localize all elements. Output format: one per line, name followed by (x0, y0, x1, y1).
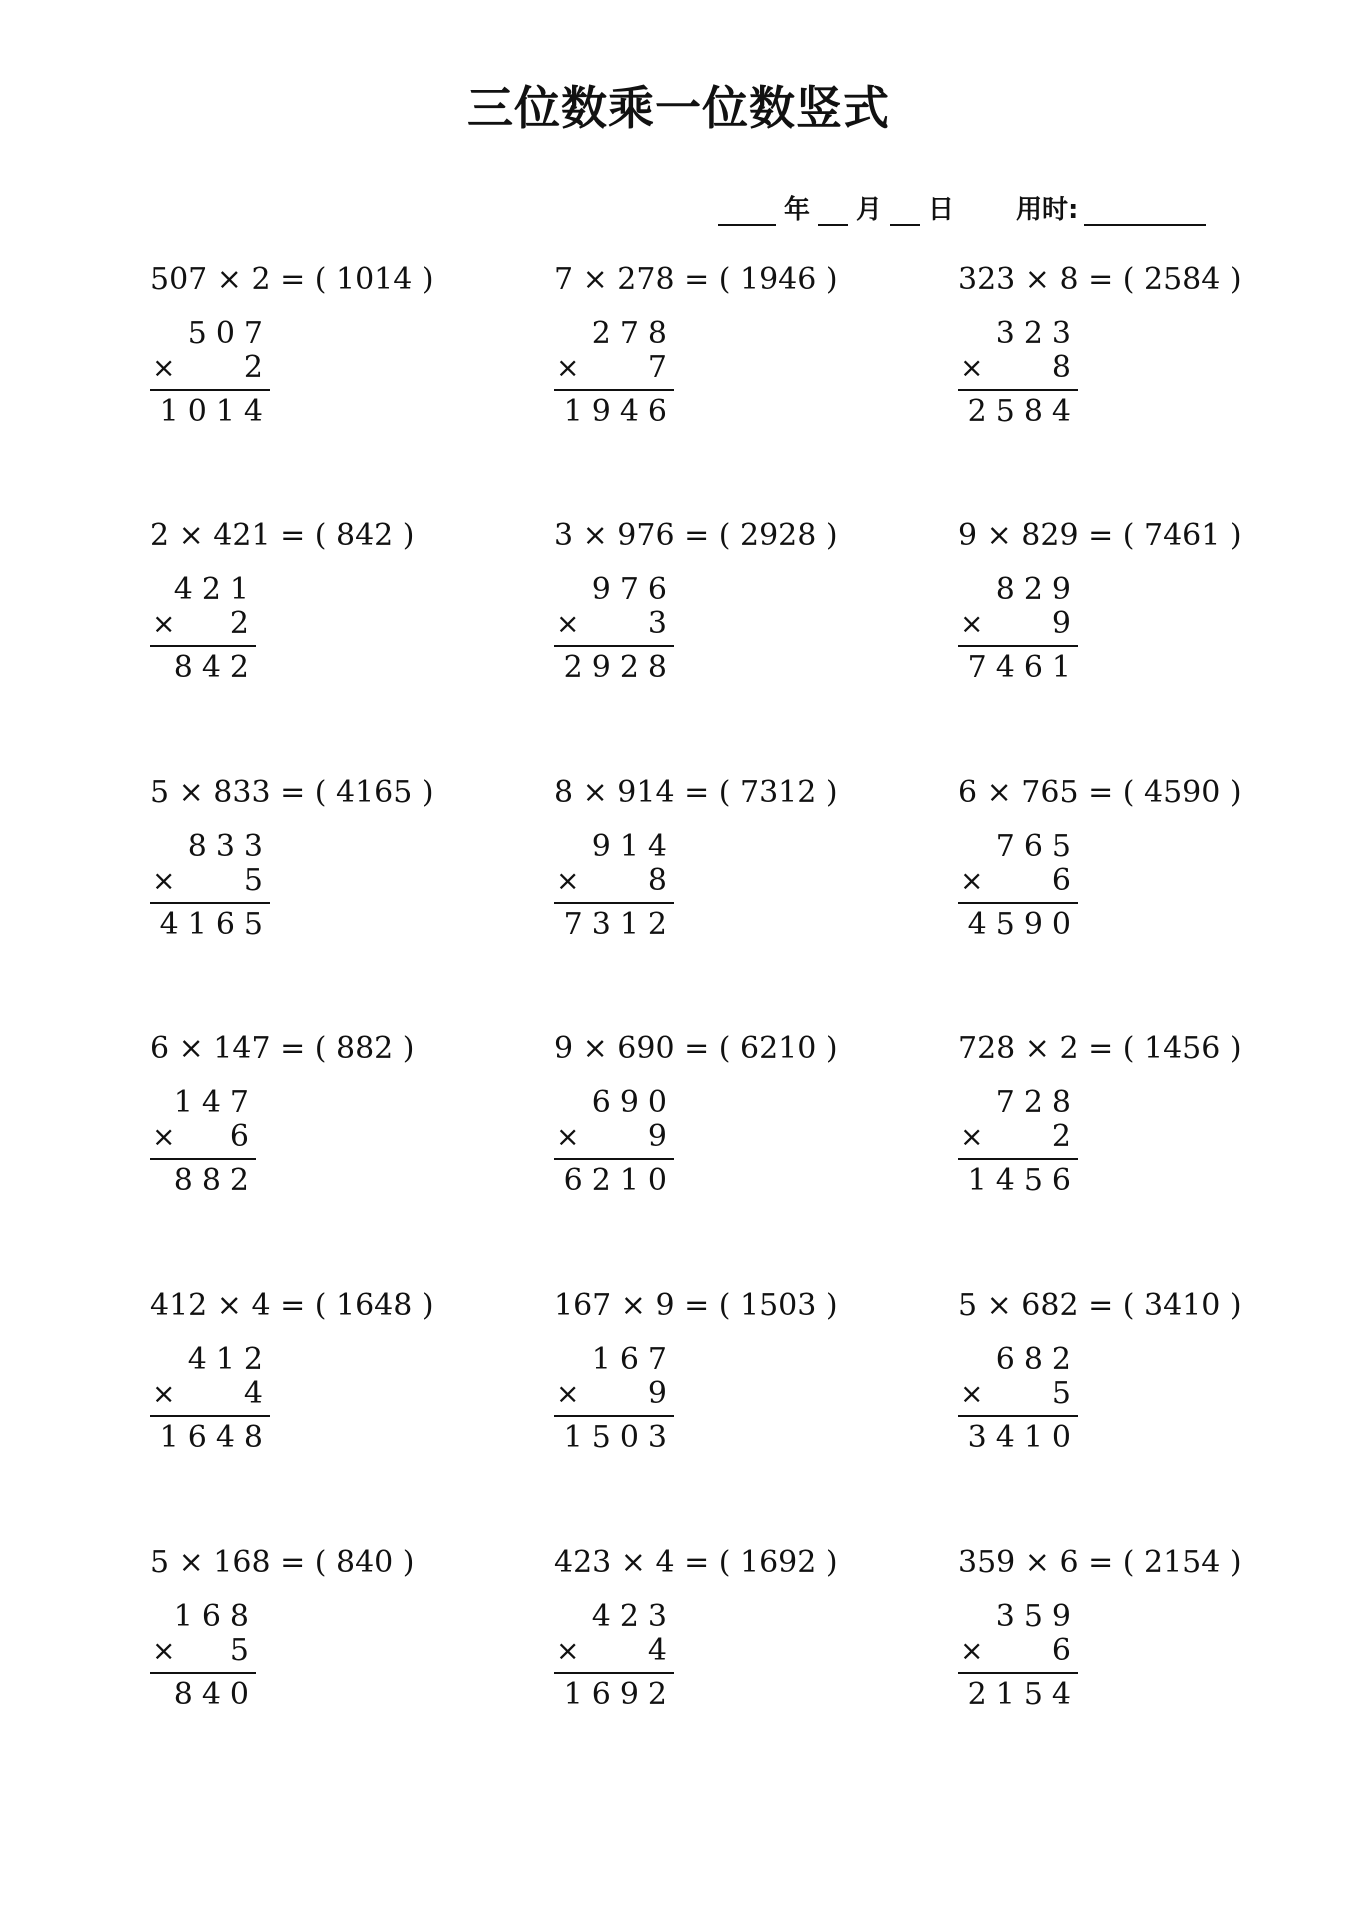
times-icon: × (960, 1634, 984, 1667)
multiplicand: 829 (995, 572, 1080, 607)
problem-equation: 5 × 833 = ( 4165 ) (150, 775, 434, 810)
problem-item (554, 775, 894, 965)
problem-equation: 728 × 2 = ( 1456 ) (958, 1031, 1242, 1066)
product: 882 (173, 1163, 258, 1198)
multiplier: 7 (647, 350, 676, 385)
multiplier: 9 (647, 1376, 676, 1411)
sum-line (958, 645, 1078, 647)
times-icon: × (556, 864, 580, 897)
multiplicand: 323 (995, 316, 1080, 351)
times-icon: × (152, 864, 176, 897)
product: 7461 (967, 650, 1080, 685)
problem-equation: 2 × 421 = ( 842 ) (150, 518, 415, 553)
problem-equation: 6 × 147 = ( 882 ) (150, 1031, 415, 1066)
problem-equation: 3 × 976 = ( 2928 ) (554, 518, 838, 553)
times-icon: × (152, 1377, 176, 1410)
date-time-line (718, 186, 1238, 226)
product: 4165 (159, 907, 272, 942)
product: 1503 (563, 1420, 676, 1455)
problem-equation: 6 × 765 = ( 4590 ) (958, 775, 1242, 810)
multiplier: 5 (229, 1633, 258, 1668)
time-label: 用时: (1016, 195, 1079, 225)
sum-line (150, 1672, 256, 1674)
multiplicand: 421 (173, 572, 258, 607)
multiplier: 9 (647, 1119, 676, 1154)
problem-equation: 5 × 168 = ( 840 ) (150, 1545, 415, 1580)
month-label: 月 (856, 195, 883, 225)
multiplicand: 976 (591, 572, 676, 607)
multiplier: 2 (229, 606, 258, 641)
problem-equation: 7 × 278 = ( 1946 ) (554, 262, 838, 297)
problem-item (150, 1288, 490, 1478)
problem-item (554, 1031, 894, 1221)
sum-line (958, 1158, 1078, 1160)
sum-line (150, 389, 270, 391)
problem-equation: 359 × 6 = ( 2154 ) (958, 1545, 1242, 1580)
multiplicand: 728 (995, 1085, 1080, 1120)
multiplier: 2 (243, 350, 272, 385)
problem-item (150, 262, 490, 452)
product: 1946 (563, 394, 676, 429)
multiplier: 6 (1051, 1633, 1080, 1668)
problem-equation: 323 × 8 = ( 2584 ) (958, 262, 1242, 297)
product: 3410 (967, 1420, 1080, 1455)
sum-line (958, 1415, 1078, 1417)
times-icon: × (556, 607, 580, 640)
times-icon: × (960, 1120, 984, 1153)
multiplicand: 682 (995, 1342, 1080, 1377)
multiplicand: 147 (173, 1085, 258, 1120)
product: 2584 (967, 394, 1080, 429)
multiplier: 5 (243, 863, 272, 898)
problem-equation: 9 × 829 = ( 7461 ) (958, 518, 1242, 553)
times-icon: × (152, 1120, 176, 1153)
sum-line (958, 902, 1078, 904)
problem-item (150, 1031, 490, 1221)
sum-line (150, 902, 270, 904)
sum-line (958, 389, 1078, 391)
product: 2928 (563, 650, 676, 685)
sum-line (554, 389, 674, 391)
multiplicand: 359 (995, 1599, 1080, 1634)
product: 4590 (967, 907, 1080, 942)
times-icon: × (960, 351, 984, 384)
sum-line (150, 645, 256, 647)
product: 1692 (563, 1677, 676, 1712)
problem-item (958, 262, 1298, 452)
multiplier: 8 (647, 863, 676, 898)
problem-item (958, 518, 1298, 708)
sum-line (554, 1158, 674, 1160)
multiplicand: 168 (173, 1599, 258, 1634)
product: 6210 (563, 1163, 676, 1198)
multiplier: 2 (1051, 1119, 1080, 1154)
multiplier: 4 (243, 1376, 272, 1411)
product: 2154 (967, 1677, 1080, 1712)
multiplicand: 423 (591, 1599, 676, 1634)
times-icon: × (152, 1634, 176, 1667)
multiplier: 6 (1051, 863, 1080, 898)
multiplicand: 690 (591, 1085, 676, 1120)
product: 1456 (967, 1163, 1080, 1198)
times-icon: × (960, 1377, 984, 1410)
multiplicand: 412 (187, 1342, 272, 1377)
problem-item (554, 518, 894, 708)
day-label: 日 (928, 195, 955, 225)
multiplier: 5 (1051, 1376, 1080, 1411)
times-icon: × (960, 864, 984, 897)
multiplier: 8 (1051, 350, 1080, 385)
multiplicand: 507 (187, 316, 272, 351)
problem-equation: 412 × 4 = ( 1648 ) (150, 1288, 434, 1323)
problem-item (554, 1288, 894, 1478)
multiplicand: 914 (591, 829, 676, 864)
multiplier: 6 (229, 1119, 258, 1154)
problem-item (958, 775, 1298, 965)
problem-item (958, 1545, 1298, 1735)
times-icon: × (556, 1120, 580, 1153)
problem-equation: 9 × 690 = ( 6210 ) (554, 1031, 838, 1066)
multiplier: 9 (1051, 606, 1080, 641)
problem-item (150, 518, 490, 708)
multiplicand: 278 (591, 316, 676, 351)
sum-line (958, 1672, 1078, 1674)
multiplier: 3 (647, 606, 676, 641)
problem-item (958, 1031, 1298, 1221)
multiplicand: 167 (591, 1342, 676, 1377)
month-blank[interactable] (818, 194, 848, 226)
sum-line (150, 1158, 256, 1160)
day-blank[interactable] (890, 194, 920, 226)
problem-item (554, 1545, 894, 1735)
product: 1648 (159, 1420, 272, 1455)
sum-line (554, 645, 674, 647)
times-icon: × (960, 607, 984, 640)
sum-line (150, 1415, 270, 1417)
times-icon: × (556, 1377, 580, 1410)
problem-equation: 5 × 682 = ( 3410 ) (958, 1288, 1242, 1323)
sum-line (554, 902, 674, 904)
year-label: 年 (784, 195, 811, 225)
times-icon: × (152, 607, 176, 640)
times-icon: × (556, 1634, 580, 1667)
multiplicand: 833 (187, 829, 272, 864)
multiplicand: 765 (995, 829, 1080, 864)
page-title: 三位数乘一位数竖式 (467, 81, 890, 135)
problem-equation: 507 × 2 = ( 1014 ) (150, 262, 434, 297)
time-blank[interactable] (1084, 194, 1206, 226)
times-icon: × (152, 351, 176, 384)
problem-item (958, 1288, 1298, 1478)
problem-item (554, 262, 894, 452)
problem-equation: 8 × 914 = ( 7312 ) (554, 775, 838, 810)
problem-item (150, 1545, 490, 1735)
year-blank[interactable] (718, 194, 776, 226)
product: 7312 (563, 907, 676, 942)
sum-line (554, 1415, 674, 1417)
multiplier: 4 (647, 1633, 676, 1668)
problem-equation: 423 × 4 = ( 1692 ) (554, 1545, 838, 1580)
product: 840 (173, 1677, 258, 1712)
problem-equation: 167 × 9 = ( 1503 ) (554, 1288, 838, 1323)
sum-line (554, 1672, 674, 1674)
times-icon: × (556, 351, 580, 384)
problem-item (150, 775, 490, 965)
product: 1014 (159, 394, 272, 429)
product: 842 (173, 650, 258, 685)
